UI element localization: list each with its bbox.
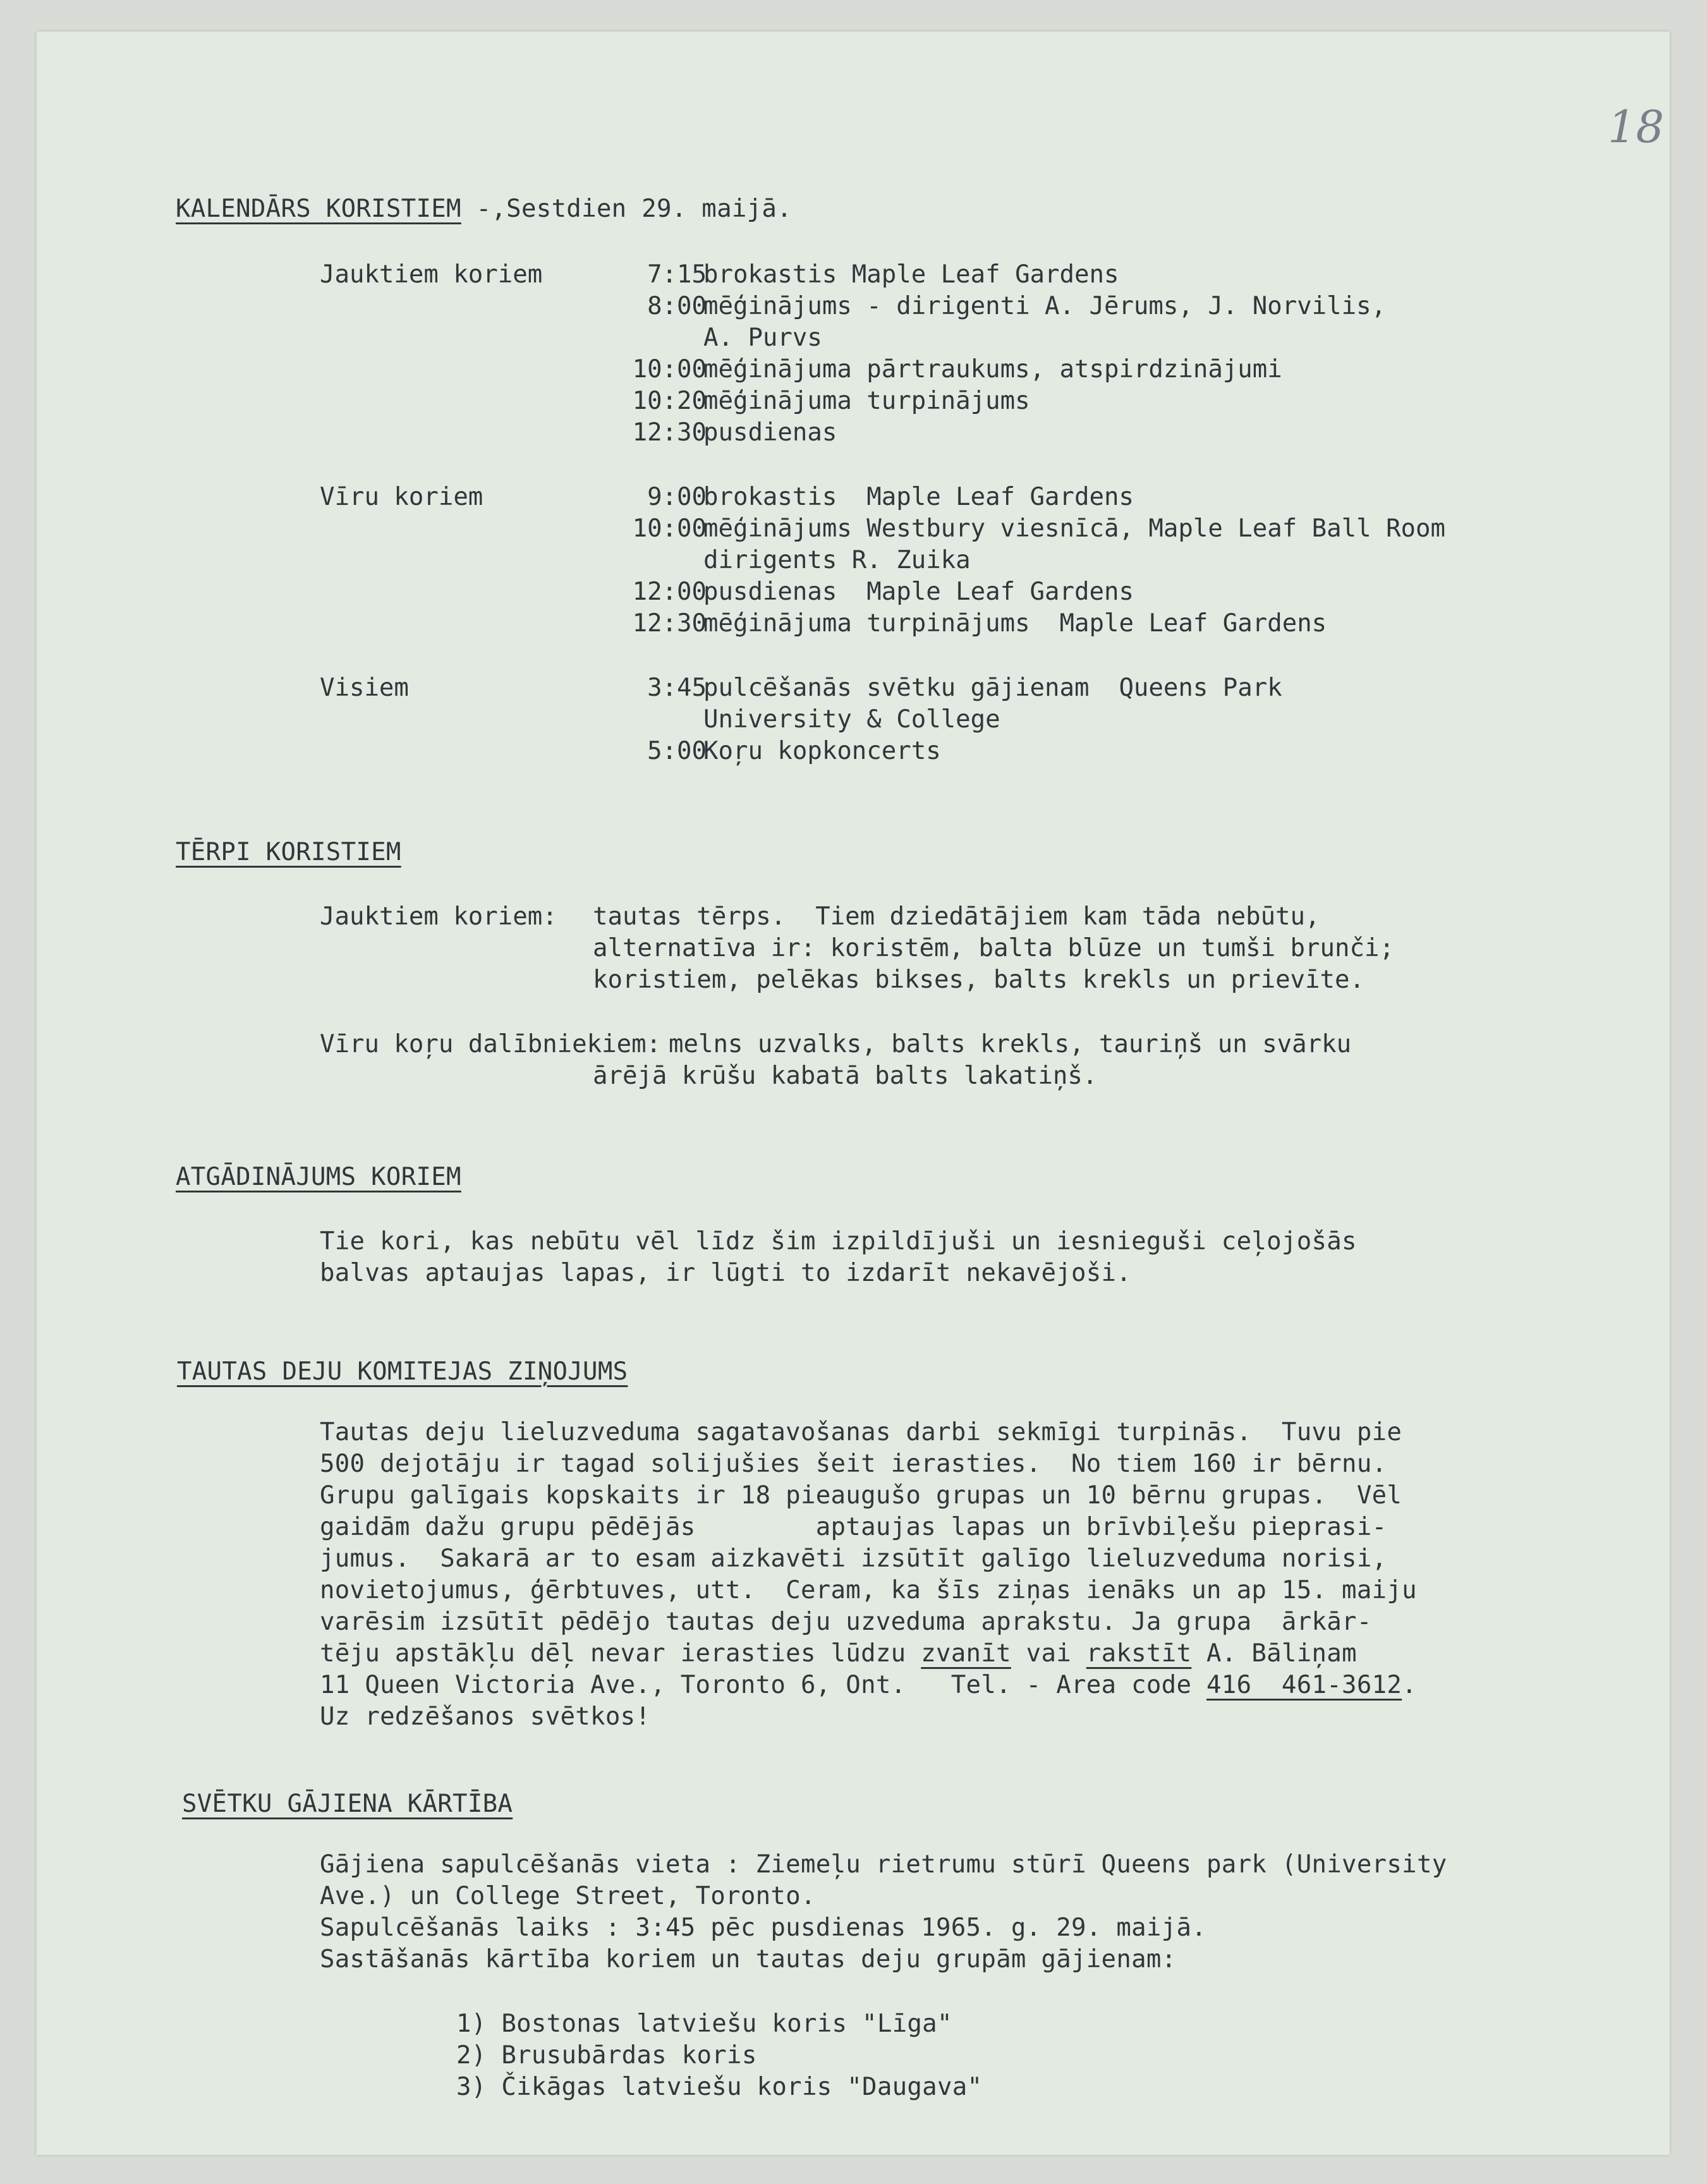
attire-mixed-line: koristiem, pelēkas bikses, balts krekls un prievīte. <box>593 966 1364 994</box>
schedule-activity: mēģinājums - dirigenti A. Jērums, J. Norvilis, <box>703 292 1387 320</box>
schedule-time: 8:00 <box>647 292 707 320</box>
dance-line: novietojumus, ģērbtuves, utt. Ceram, ka šīs ziņas ienāks un ap 15. maiju <box>320 1576 1417 1605</box>
write-word: rakstīt <box>1086 1639 1192 1668</box>
dance-line: Grupu galīgais kopskaits ir 18 pieaugušo grupas un 10 bērnu grupas. Vēl <box>320 1481 1402 1510</box>
order-item: 1) Bostonas latviešu koris "Līga" <box>456 2010 952 2038</box>
attire-mixed-line: tautas tērps. Tiem dziedātājiem kam tāda nebūtu, <box>593 902 1320 931</box>
schedule-activity: pusdienas <box>703 418 837 447</box>
schedule-activity: mēģinājuma turpinājums <box>703 387 1030 415</box>
schedule-activity: Koŗu kopkoncerts <box>703 737 941 765</box>
schedule-activity: brokastis Maple Leaf Gardens <box>703 483 1134 511</box>
attire-mixed-label: Jauktiem koriem: <box>320 902 557 931</box>
schedule-activity: mēģinājuma turpinājums Maple Leaf Gardens <box>703 609 1327 638</box>
schedule-time: 3:45 <box>647 674 707 702</box>
schedule-activity: mēģinājums Westbury viesnīcā, Maple Leaf Ball Room <box>703 514 1445 543</box>
attire-men-label: Vīru koŗu dalībniekiem: <box>320 1030 662 1059</box>
phone-number: 416 461-3612 <box>1206 1671 1402 1699</box>
page-number: 18 <box>1608 101 1665 153</box>
schedule-time: 12:30 <box>632 609 707 638</box>
dance-line: jumus. Sakarā ar to esam aizkavēti izsūtīt galīgo lieluzveduma norisi, <box>320 1544 1387 1573</box>
address-text: 11 Queen Victoria Ave., Toronto 6, Ont. Tel. - Area code <box>320 1671 1207 1699</box>
dance-line: Tautas deju lieluzveduma sagatavošanas darbi sekmīgi turpinās. Tuvu pie <box>320 1418 1402 1447</box>
schedule-activity: brokastis Maple Leaf Gardens <box>703 260 1119 289</box>
attire-men-line: ārējā krūšu kabatā balts lakatiņš. <box>593 1062 1098 1090</box>
contact-name: A. Bāliņam <box>1191 1639 1357 1668</box>
calendar-heading: KALENDĀRS KORISTIEM <box>176 195 461 223</box>
order-item: 2) Brusubārdas koris <box>456 2041 757 2070</box>
schedule-time: 10:00 <box>632 355 707 384</box>
calendar-title <box>176 193 792 225</box>
schedule-time: 12:00 <box>632 578 707 606</box>
attire-heading: TĒRPI KORISTIEM <box>176 838 401 866</box>
reminder-heading: ATGĀDINĀJUMS KORIEM <box>176 1163 461 1191</box>
procession-line: Gājiena sapulcēšanās vieta : Ziemeļu rietrumu stūrī Queens park (University <box>320 1850 1447 1879</box>
schedule-activity-cont: dirigents R. Zuika <box>703 546 971 574</box>
schedule-time: 9:00 <box>647 483 707 511</box>
dance-line: varēsim izsūtīt pēdējo tautas deju uzveduma aprakstu. Ja grupa ārkār- <box>320 1608 1372 1636</box>
procession-line: Sapulcēšanās laiks : 3:45 pēc pusdienas 1965. g. 29. maijā. <box>320 1914 1207 1942</box>
procession-heading: SVĒTKU GĀJIENA KĀRTĪBA <box>182 1790 513 1818</box>
call-word: zvanīt <box>921 1639 1011 1668</box>
attire-mixed-line: alternatīva ir: koristēm, balta blūze un tumši brunči; <box>593 934 1394 962</box>
calendar-date: -,Sestdien 29. maijā. <box>461 195 792 223</box>
group-label-mixed: Jauktiem koriem <box>320 260 543 289</box>
phone-end: . <box>1402 1671 1417 1699</box>
or-word: vai <box>1011 1639 1086 1668</box>
dance-line: Uz redzēšanos svētkos! <box>320 1702 651 1731</box>
schedule-time: 12:30 <box>632 418 707 447</box>
dance-line-address <box>320 1670 1417 1701</box>
schedule-activity: pusdienas Maple Leaf Gardens <box>703 578 1134 606</box>
attire-men-line: melns uzvalks, balts krekls, tauriņš un svārku <box>669 1030 1352 1059</box>
schedule-activity: mēģinājuma pārtraukums, atspirdzinājumi <box>703 355 1282 384</box>
reminder-line: Tie kori, kas nebūtu vēl līdz šim izpildījuši un iesnieguši ceļojošās <box>320 1227 1357 1256</box>
schedule-activity: pulcēšanās svētku gājienam Queens Park <box>703 674 1282 702</box>
dance-line-text: tēju apstākļu dēļ nevar ierasties lūdzu <box>320 1639 921 1668</box>
schedule-time: 10:00 <box>632 514 707 543</box>
dance-line: 500 dejotāju ir tagad solijušies šeit ierasties. No tiem 160 ir bērnu. <box>320 1450 1387 1478</box>
schedule-activity-cont: A. Purvs <box>703 324 822 352</box>
group-label-men: Vīru koriem <box>320 483 483 511</box>
procession-line: Sastāšanās kārtība koriem un tautas deju grupām gājienam: <box>320 1945 1177 1974</box>
dance-heading: TAUTAS DEJU KOMITEJAS ZIŅOJUMS <box>177 1357 628 1386</box>
dance-line: gaidām dažu grupu pēdējās aptaujas lapas un brīvbiļešu pieprasi- <box>320 1513 1387 1541</box>
dance-line-contact <box>320 1638 1357 1670</box>
schedule-time: 10:20 <box>632 387 707 415</box>
reminder-line: balvas aptaujas lapas, ir lūgti to izdarīt nekavējoši. <box>320 1259 1132 1287</box>
schedule-time: 7:15 <box>647 260 707 289</box>
group-label-all: Visiem <box>320 674 409 702</box>
document-page <box>37 32 1670 2155</box>
procession-line: Ave.) un College Street, Toronto. <box>320 1882 816 1910</box>
schedule-activity-cont: University & College <box>703 705 1000 734</box>
schedule-time: 5:00 <box>647 737 707 765</box>
order-item: 3) Čikāgas latviešu koris "Daugava" <box>456 2073 983 2101</box>
